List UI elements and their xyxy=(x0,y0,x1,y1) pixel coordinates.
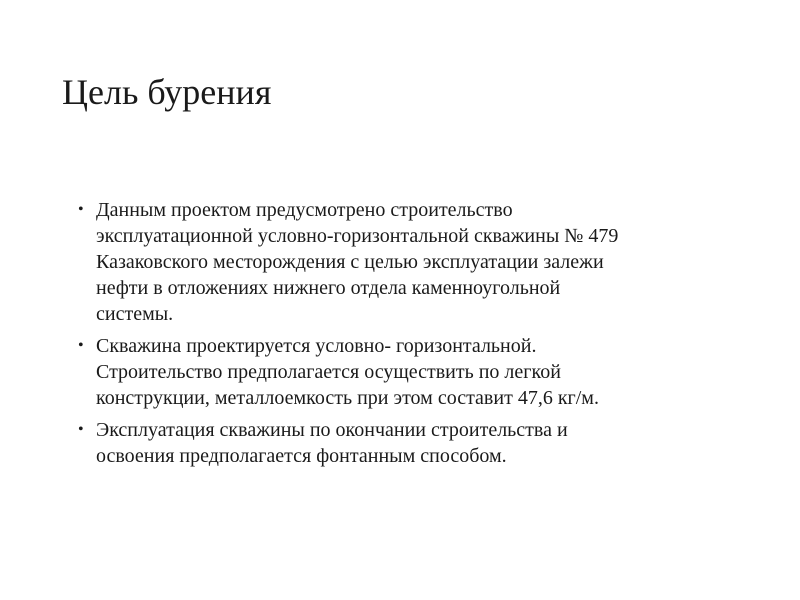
bullet-text-line: нефти в отложениях нижнего отдела каменноугольной xyxy=(96,277,561,299)
bullet-text-line: Строительство предполагается осуществить по легкой xyxy=(96,361,561,383)
bullet-text-line: освоения предполагается фонтанным способом. xyxy=(96,445,507,467)
bullet-text-line: Эксплуатация скважины по окончании строительства и xyxy=(96,419,568,441)
bullet-item xyxy=(76,333,726,411)
bullet-text-line: системы. xyxy=(96,303,174,325)
bullet-icon: • xyxy=(78,201,84,218)
slide-title: Цель бурения xyxy=(62,72,272,112)
bullet-text-line: эксплуатационной условно-горизонтальной скважины № 479 xyxy=(96,225,619,247)
bullet-text-line: Скважина проектируется условно- горизонтальной. xyxy=(96,335,537,357)
bullet-text-line: Данным проектом предусмотрено строительство xyxy=(96,199,513,221)
bullet-icon: • xyxy=(78,337,84,354)
bullet-text-line: Казаковского месторождения с целью эксплуатации залежи xyxy=(96,251,604,273)
bullet-text-line: конструкции, металлоемкость при этом составит 47,6 кг/м. xyxy=(96,387,599,409)
bullet-item xyxy=(76,417,726,469)
bullet-item xyxy=(76,197,726,327)
bullet-list xyxy=(76,197,726,475)
bullet-icon: • xyxy=(78,421,84,438)
